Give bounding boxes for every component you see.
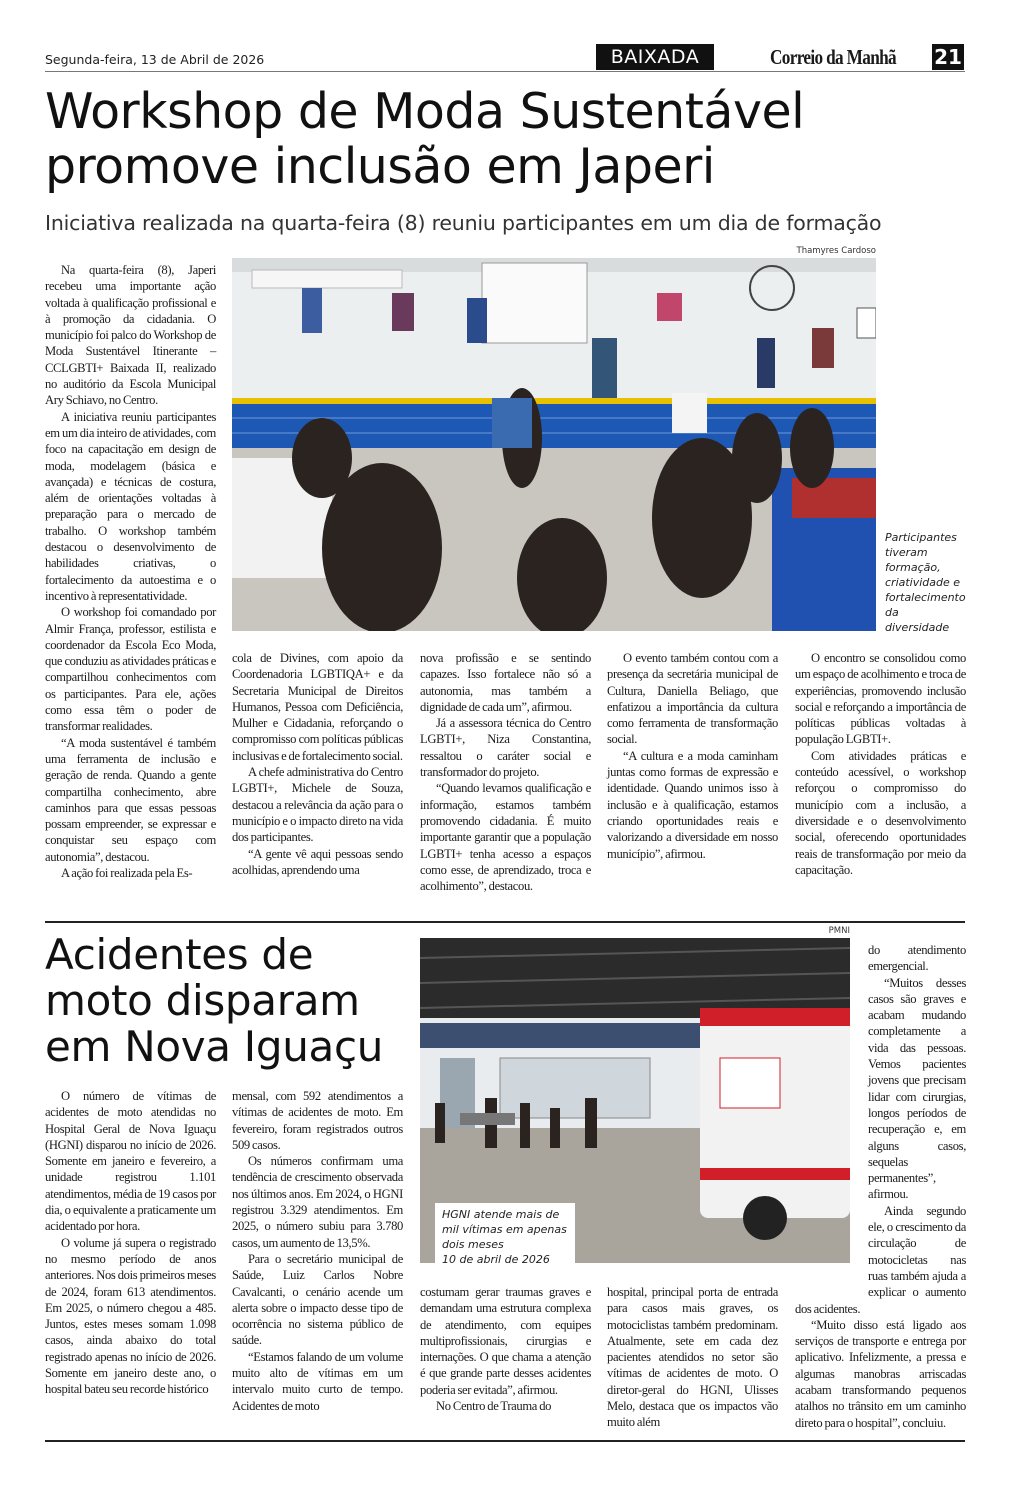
headline-line: promove inclusão em Japeri <box>45 138 715 195</box>
section-label: BAIXADA <box>596 44 714 70</box>
article2-column <box>420 1284 591 1414</box>
paragraph: O volume já supera o registrado no mesmo período de anos anteriores. Nos dois primeiros meses de 2024, foram 613 atendimentos. Em 2025, o número chegou a 485. Juntos, estes meses somam 1.098 casos, ainda abaixo do total registrado apenas no início de 2026. Somente em janeiro deste ano, o hospital bateu seu recorde histórico <box>45 1235 216 1397</box>
article2-headline: Acidentes de moto disparam em Nova Iguaçu <box>45 930 384 1071</box>
paragraph: Na quarta-feira (8), Japeri recebeu uma importante ação voltada à qualificação profissional e à promoção da cidadania. O município foi palco do Workshop de Moda Sustentável Itinerante – CCLGBTI+ Baixada II, realizado no auditório da Escola Municipal Ary Schiavo, no Centro. <box>45 263 216 408</box>
article-divider <box>45 921 965 923</box>
article2-column <box>232 1088 403 1414</box>
article1-column <box>795 650 966 878</box>
paragraph: “Quando levamos qualificação e informação, estamos também promovendo cidadania. É muito importante garantir que a população LGBTI+ tenha acesso a espaços como esse, de aprendizado, troca e acolhimento”, destacou. <box>420 781 591 894</box>
paragraph: Já a assessora técnica do Centro LGBTI+, Niza Constantina, ressaltou o caráter social e transformador do projeto. <box>420 716 591 780</box>
header-divider <box>45 71 965 72</box>
paragraph: A iniciativa reuniu participantes em um dia inteiro de atividades, com foco na capacitação em design de moda, modelagem (básica e avançada) e técnicas de costura, além de orientações voltadas à preparação para o mercado de trabalho. O workshop também destacou o desenvolvimento de habilidades criativas, o fortalecimento da autoestima e o incentivo à representatividade. <box>45 409 216 603</box>
paragraph: O evento também contou com a presença da secretária municipal de Cultura, Daniella Beliago, que enfatizou a importância da cultura como ferramenta de transformação social. <box>607 651 778 747</box>
article2-column <box>795 942 966 1431</box>
paragraph: O workshop foi comandado por Almir França, professor, estilista e coordenador da Escola Eco Moda, que conduziu as atividades práticas e compartilhou conhecimentos com os participantes. Para ele, ações como essa têm o poder de transformar realidades. <box>45 605 216 734</box>
article1-column <box>420 650 591 894</box>
photo-caption: Participantes tiveram formação, criatividade e fortalecimento da diversidade <box>885 531 966 634</box>
issue-date: Segunda-feira, 13 de Abril de 2026 <box>45 52 265 67</box>
paragraph: hospital, principal porta de entrada para casos mais graves, os motociclistas também predominam. Atualmente, sete em cada dez pacientes atendidos no setor são vítimas de acidentes de moto. O diretor-geral do HGNI, Ulisses Melo, destaca que os impactos vão muito além <box>607 1285 778 1430</box>
paragraph: costumam gerar traumas graves e demandam uma estrutura complexa de atendimento, com equipes multiprofissionais, cirurgias e internações. O que chama a atenção é que grande parte desses acidentes poderia ser evitada”, afirmou. <box>420 1285 591 1397</box>
paragraph: “Estamos falando de um volume muito alto de vítimas em um intervalo muito curto de tempo. Acidentes de moto <box>232 1349 403 1413</box>
article1-headline <box>45 84 804 194</box>
paragraph: A chefe administrativa do Centro LGBTI+, Michele de Souza, destacou a relevância da ação para o município e o impacto direto na vida dos participantes. <box>232 765 403 845</box>
paragraph: “Muito disso está ligado aos serviços de transporte e entrega por aplicativo. Infelizmente, a pressa e algumas manobras arriscadas acabam transformando pequenos atalhos no trânsito em um caminho direto para o hospital”, concluiu. <box>795 1317 966 1430</box>
paragraph: do atendimento emergencial. <box>868 943 966 974</box>
article2-column <box>45 1088 216 1398</box>
masthead-logo: Correio da Manhã <box>770 45 896 69</box>
paragraph: Para o secretário municipal de Saúde, Luiz Carlos Nobre Cavalcanti, o cenário acende um alerta sobre o impacto desse tipo de ocorrência no sistema público de saúde. <box>232 1251 403 1348</box>
paragraph: O número de vítimas de acidentes de moto atendidas no Hospital Geral de Nova Iguaçu (HGNI) disparou no início de 2026. Somente em janeiro e fevereiro, a unidade registrou 1.101 atendimentos, média de 19 casos por dia, o equivalente a praticamente um acidentado por hora. <box>45 1089 216 1234</box>
photo-credit: Thamyres Cardoso <box>796 246 876 256</box>
article1-column <box>232 650 403 878</box>
paragraph: cola de Divines, com apoio da Coordenadoria LGBTIQA+ e da Secretaria Municipal de Direitos Humanos, Pessoa com Deficiência, Mulher e Cidadania, reforçando o compromisso com políticas públicas inclusivas e de fortalecimento social. <box>232 651 403 763</box>
article1-column <box>45 262 216 881</box>
paragraph: nova profissão e se sentindo capazes. Isso fortalece não só a autonomia, mas também a dignidade de cada um”, afirmou. <box>420 651 591 714</box>
page-bottom-divider <box>45 1440 965 1442</box>
paragraph: Ainda segundo ele, o crescimento da circulação de motocicletas nas ruas também ajuda a explicar o aumento dos acidentes. <box>795 1203 966 1316</box>
article2-column <box>607 1284 778 1431</box>
paragraph: A ação foi realizada pela Es- <box>61 865 193 880</box>
headline-line: Workshop de Moda Sustentável <box>45 83 805 140</box>
paragraph: “A moda sustentável é também uma ferramenta de inclusão e geração de renda. Quando a gente compartilha conhecimento, abre caminhos para que essas pessoas possam empreender, se expressar e conquistar seu espaço com autonomia”, destacou. <box>45 735 216 864</box>
paragraph: “A cultura e a moda caminham juntas como formas de expressão e identidade. Quando unimos isso à inclusão e à qualificação, estamos criando oportunidades reais e valorizando a diversidade em nosso município”, afirmou. <box>607 748 778 861</box>
paragraph: mensal, com 592 atendimentos a vítimas de acidentes de moto. Em fevereiro, foram registrados outros 509 casos. <box>232 1089 403 1152</box>
paragraph: Os números confirmam uma tendência de crescimento observada nos últimos anos. Em 2024, o HGNI registrou 3.329 atendimentos. Em 2025, o número subiu para 3.780 casos, um aumento de 13,5%. <box>232 1154 403 1250</box>
paragraph: O encontro se consolidou como um espaço de acolhimento e troca de experiências, promovendo inclusão social e reforçando a importância de políticas públicas voltadas à população LGBTI+. <box>795 651 966 747</box>
workshop-photo <box>232 258 876 631</box>
paragraph: Com atividades práticas e conteúdo acessível, o workshop reforçou o compromisso do município com a inclusão, a diversidade e o desenvolvimento social, oferecendo oportunidades reais de transformação por meio da capacitação. <box>795 748 966 877</box>
caption-text: HGNI atende mais de mil vítimas em apenas dois meses <box>442 1208 567 1251</box>
paragraph: “Muitos desses casos são graves e acabam mudando completamente a vida das pessoas. Vemos pacientes jovens que precisam lidar com cirurgias, longos períodos de recuperação e, em alguns casos, sequelas permanentes”, afirmou. <box>868 975 966 1202</box>
photo-credit: PMNI <box>828 926 850 936</box>
article1-subtitle: Iniciativa realizada na quarta-feira (8) reuniu participantes em um dia de formação <box>45 211 882 235</box>
caption-date: 10 de abril de 2026 <box>442 1253 550 1266</box>
paragraph: No Centro de Trauma do <box>436 1399 552 1414</box>
paragraph: “A gente vê aqui pessoas sendo acolhidas, aprendendo uma <box>232 846 403 877</box>
photo-caption <box>435 1203 575 1265</box>
article1-column <box>607 650 778 862</box>
page-number: 21 <box>932 44 964 70</box>
